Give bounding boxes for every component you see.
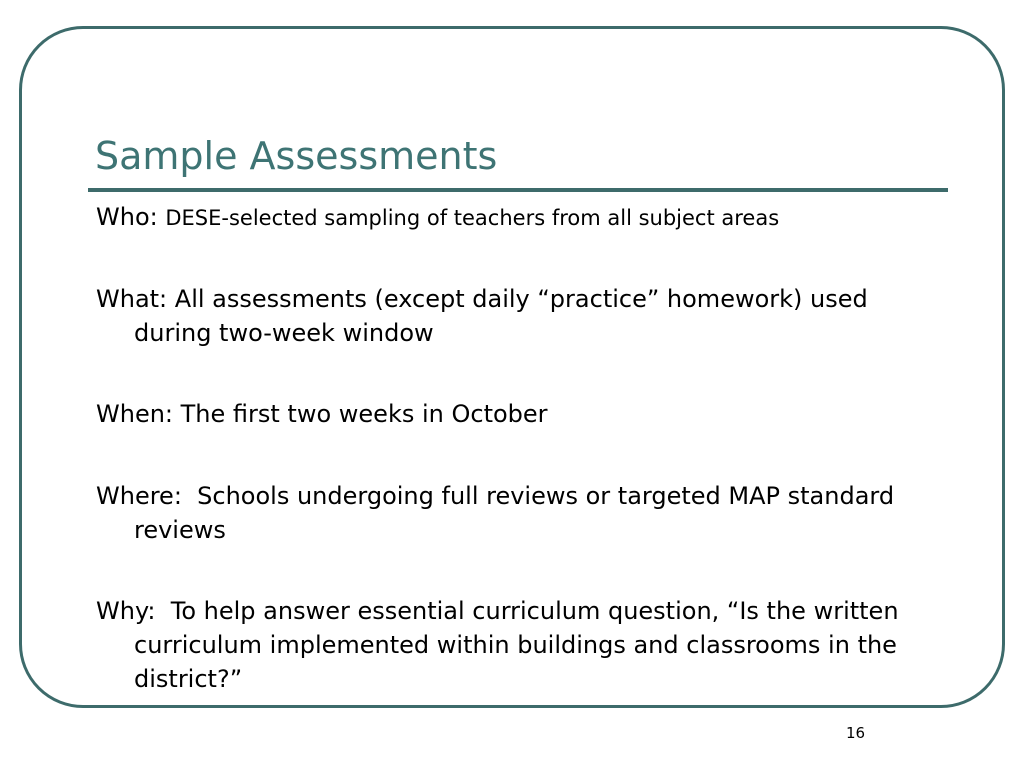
- bullet-why: Why: To help answer essential curriculum question, “Is the written curriculum implemented within buildings and classrooms in the district?”: [96, 597, 907, 693]
- slide-title: Sample Assessments: [95, 134, 498, 178]
- bullet-what: What: All assessments (except daily “practice” homework) used during two-week window: [96, 285, 876, 347]
- bullet-who: [96, 200, 946, 235]
- bullet-list: [96, 200, 946, 696]
- bullet-when: When: The first two weeks in October: [96, 400, 548, 428]
- page-number: 16: [846, 724, 866, 742]
- bullet-where: Where: Schools undergoing full reviews or targeted MAP standard reviews: [96, 482, 902, 544]
- bullet-who-text: DESE-selected sampling of teachers from all subject areas: [165, 206, 780, 230]
- bullet-who-label: Who:: [96, 203, 166, 231]
- title-underline: [88, 188, 948, 192]
